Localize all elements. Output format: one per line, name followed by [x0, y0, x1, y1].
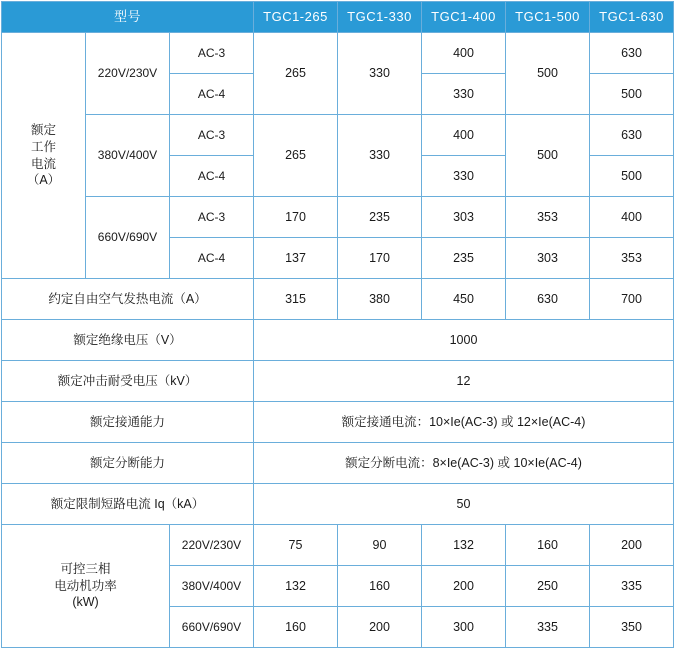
motor-power-220-5: 200 — [590, 525, 674, 566]
cell-660-ac4-4: 303 — [506, 238, 590, 279]
short-circuit-current-value: 50 — [254, 484, 674, 525]
table-row — [2, 525, 674, 566]
motor-power-660-2: 200 — [338, 607, 422, 648]
header-model-3: TGC1-400 — [422, 2, 506, 33]
cell-660-ac3-3: 303 — [422, 197, 506, 238]
specification-table — [1, 1, 674, 648]
cell-660-ac4-5: 353 — [590, 238, 674, 279]
table-row — [2, 443, 674, 484]
insulation-voltage-label: 额定绝缘电压（V） — [2, 320, 254, 361]
short-circuit-current-label: 额定限制短路电流 Iq（kA） — [2, 484, 254, 525]
rated-current-label-line-1: 额定 — [30, 122, 56, 137]
header-model-4: TGC1-500 — [506, 2, 590, 33]
header-model-1: TGC1-265 — [254, 2, 338, 33]
cell-660-ac3-5: 400 — [590, 197, 674, 238]
ac-type-660-ac3: AC-3 — [170, 197, 254, 238]
table-body — [2, 33, 674, 648]
cell-660-ac4-1: 137 — [254, 238, 338, 279]
motor-power-380-2: 160 — [338, 566, 422, 607]
motor-power-660-1: 160 — [254, 607, 338, 648]
cell-660-ac3-1: 170 — [254, 197, 338, 238]
voltage-group-220: 220V/230V — [86, 33, 170, 115]
table-header — [2, 2, 674, 33]
motor-power-380-4: 250 — [506, 566, 590, 607]
breaking-capacity-label: 额定分断能力 — [2, 443, 254, 484]
cell-380-265: 265 — [254, 115, 338, 197]
insulation-voltage-value: 1000 — [254, 320, 674, 361]
motor-power-220-4: 160 — [506, 525, 590, 566]
table-row — [2, 402, 674, 443]
motor-voltage-660: 660V/690V — [170, 607, 254, 648]
thermal-current-4: 630 — [506, 279, 590, 320]
table-row — [2, 484, 674, 525]
voltage-group-660: 660V/690V — [86, 197, 170, 279]
thermal-current-3: 450 — [422, 279, 506, 320]
cell-220-ac4-500: 500 — [590, 74, 674, 115]
cell-220-265: 265 — [254, 33, 338, 115]
table-row — [2, 361, 674, 402]
motor-voltage-220: 220V/230V — [170, 525, 254, 566]
cell-660-ac3-2: 235 — [338, 197, 422, 238]
rated-current-label-line-2: 工作 — [30, 139, 56, 154]
header-model-label: 型号 — [2, 2, 254, 33]
ac-type-220-ac3: AC-3 — [170, 33, 254, 74]
thermal-current-label: 约定自由空气发热电流（A） — [2, 279, 254, 320]
header-model-2: TGC1-330 — [338, 2, 422, 33]
cell-220-ac4-330: 330 — [422, 74, 506, 115]
motor-power-220-1: 75 — [254, 525, 338, 566]
motor-power-660-4: 335 — [506, 607, 590, 648]
cell-660-ac4-2: 170 — [338, 238, 422, 279]
thermal-current-5: 700 — [590, 279, 674, 320]
table-row — [2, 320, 674, 361]
header-row — [2, 2, 674, 33]
ac-type-220-ac4: AC-4 — [170, 74, 254, 115]
rated-current-label-line-4: （A） — [26, 173, 61, 188]
cell-660-ac4-3: 235 — [422, 238, 506, 279]
motor-power-220-2: 90 — [338, 525, 422, 566]
thermal-current-1: 315 — [254, 279, 338, 320]
cell-380-ac4-500: 500 — [590, 156, 674, 197]
motor-power-label-line-3: (kW) — [72, 595, 99, 610]
motor-power-label — [2, 525, 170, 648]
cell-380-500: 500 — [506, 115, 590, 197]
cell-380-ac4-330: 330 — [422, 156, 506, 197]
impulse-voltage-value: 12 — [254, 361, 674, 402]
motor-power-label-line-1: 可控三相 — [60, 561, 111, 576]
cell-220-ac3-400: 400 — [422, 33, 506, 74]
making-capacity-value: 额定接通电流：10×Ie(AC-3) 或 12×Ie(AC-4) — [254, 402, 674, 443]
ac-type-380-ac4: AC-4 — [170, 156, 254, 197]
impulse-voltage-label: 额定冲击耐受电压（kV） — [2, 361, 254, 402]
breaking-capacity-value: 额定分断电流：8×Ie(AC-3) 或 10×Ie(AC-4) — [254, 443, 674, 484]
motor-power-380-5: 335 — [590, 566, 674, 607]
rated-current-label — [2, 33, 86, 279]
table-row — [2, 115, 674, 156]
motor-power-label-line-2: 电动机功率 — [54, 578, 117, 593]
cell-660-ac3-4: 353 — [506, 197, 590, 238]
motor-power-380-3: 200 — [422, 566, 506, 607]
cell-220-500: 500 — [506, 33, 590, 115]
table-row — [2, 197, 674, 238]
motor-power-220-3: 132 — [422, 525, 506, 566]
voltage-group-380: 380V/400V — [86, 115, 170, 197]
ac-type-660-ac4: AC-4 — [170, 238, 254, 279]
making-capacity-label: 额定接通能力 — [2, 402, 254, 443]
table-row — [2, 33, 674, 74]
rated-current-label-line-3: 电流 — [30, 156, 56, 171]
table-row — [2, 279, 674, 320]
cell-220-ac3-630: 630 — [590, 33, 674, 74]
cell-380-ac3-630: 630 — [590, 115, 674, 156]
motor-power-380-1: 132 — [254, 566, 338, 607]
motor-voltage-380: 380V/400V — [170, 566, 254, 607]
cell-380-ac3-400: 400 — [422, 115, 506, 156]
cell-380-330: 330 — [338, 115, 422, 197]
motor-power-660-3: 300 — [422, 607, 506, 648]
header-model-5: TGC1-630 — [590, 2, 674, 33]
cell-220-330: 330 — [338, 33, 422, 115]
motor-power-660-5: 350 — [590, 607, 674, 648]
thermal-current-2: 380 — [338, 279, 422, 320]
ac-type-380-ac3: AC-3 — [170, 115, 254, 156]
